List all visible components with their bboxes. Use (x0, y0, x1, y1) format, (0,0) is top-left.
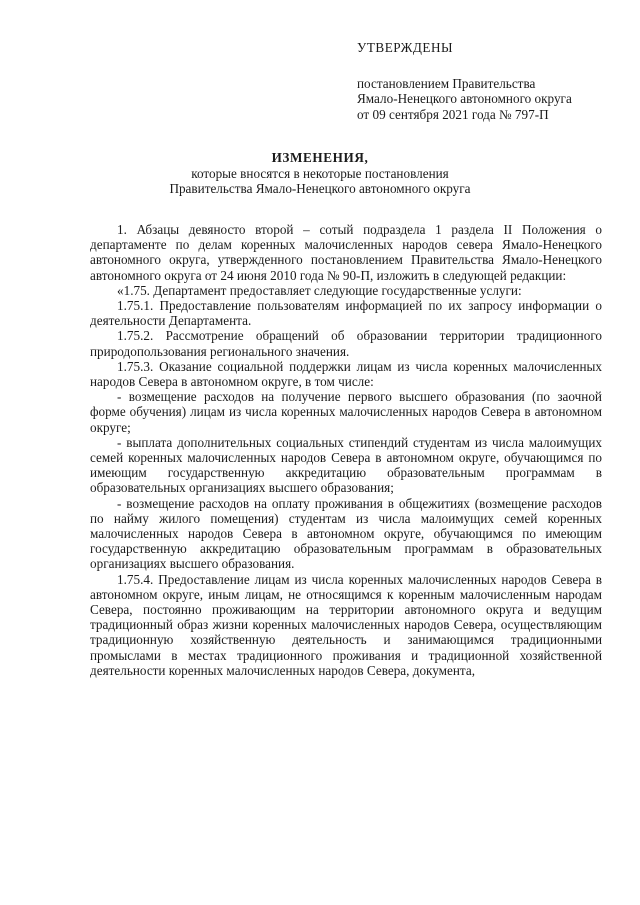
paragraph: 1.75.1. Предоставление пользователям информацией по их запросу информации о деятельности Департамента. (90, 298, 602, 329)
approval-block (357, 40, 617, 122)
approval-line: от 09 сентября 2021 года № 797-П (357, 106, 549, 122)
paragraph: - возмещение расходов на оплату проживания в общежитиях (возмещение расходов по найму жилого помещения) студентам из числа малоимущих семей коренных малочисленных народов Севера в автономном округе, обучающимся по имеющим государственную аккредитацию образовательным программам в образовательных организациях высшего образования. (90, 495, 602, 572)
approval-label: УТВЕРЖДЕНЫ (357, 40, 454, 55)
paragraph: 1.75.3. Оказание социальной поддержки лицам из числа коренных малочисленных народов Севера в автономном округе, в том числе: (90, 358, 602, 390)
document-title: ИЗМЕНЕНИЯ, (271, 150, 369, 165)
paragraph: - выплата дополнительных социальных стипендий студентам из числа малоимущих семей коренных малочисленных народов Севера в автономном округе, обучающимся по имеющим государственную аккредитацию образовательным программам в образовательных организациях высшего образования; (90, 434, 602, 496)
document-subtitle-line: Правительства Ямало-Ненецкого автономного округа (169, 181, 471, 196)
approval-line: Ямало-Ненецкого автономного округа (357, 91, 572, 106)
paragraph: 1. Абзацы девяносто второй – сотый подраздела 1 раздела II Положения о департаменте по делам коренных малочисленных народов севера Ямало-Ненецкого автономного округа, утвержденного постановлением Правительства Ямало-Ненецкого автономного округа от 24 июня 2010 года № 90-П, изложить в следующей редакции: (90, 222, 602, 283)
paragraph: 1.75.2. Рассмотрение обращений об образовании территории традиционного природопользования регионального значения. (90, 328, 602, 359)
paragraph: - возмещение расходов на получение первого высшего образования (по заочной форме обучения) лицам из числа коренных малочисленных народов Севера в автономном округе; (90, 389, 602, 435)
paragraph: «1.75. Департамент предоставляет следующие государственные услуги: (117, 282, 522, 298)
document-body (90, 222, 602, 678)
approval-line: постановлением Правительства (357, 75, 536, 91)
document-heading (80, 150, 560, 197)
paragraph: 1.75.4. Предоставление лицам из числа коренных малочисленных народов Севера в автономном округе, иным лицам, не относящимся к коренным малочисленным народам Севера, постоянно проживающим на территории автономного округа и ведущим традиционный образ жизни коренных малочисленных народов Севера, осуществляющим традиционную хозяйственную деятельность и занимающимся традиционными промыслами в местах традиционного проживания и традиционной хозяйственной деятельности коренных малочисленных народов Севера, документа, (90, 571, 602, 678)
document-subtitle-line: которые вносятся в некоторые постановления (191, 165, 449, 181)
